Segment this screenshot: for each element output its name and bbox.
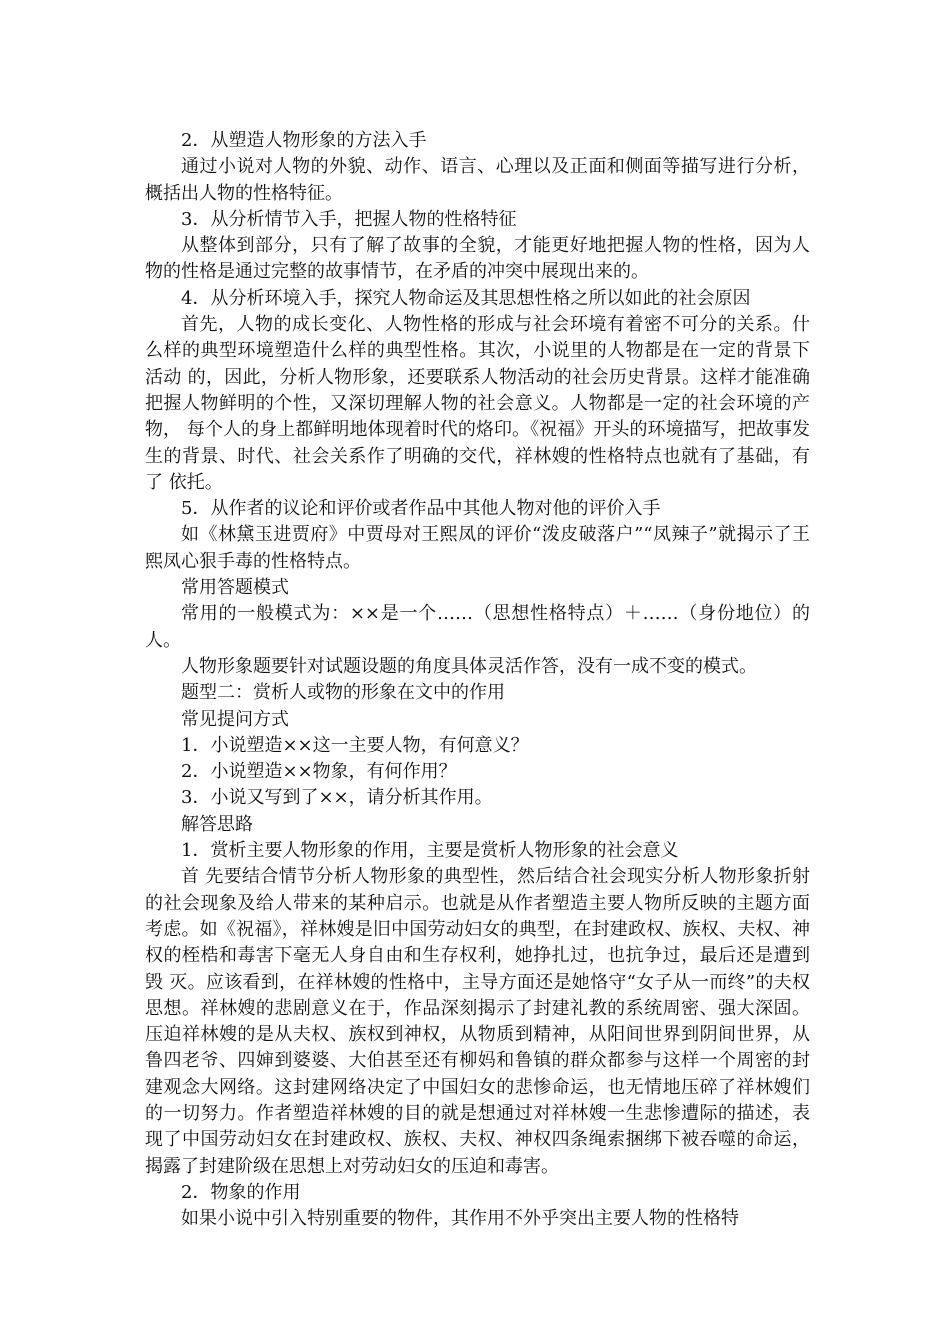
heading-main-character-role: 1．赏析主要人物形象的作用，主要是赏析人物形象的社会意义 — [181, 840, 679, 862]
paragraph: 常用的一般模式为：××是一个……（思想性格特点）＋……（身份地位）的人。 — [145, 603, 810, 651]
heading-environment-analysis: 4．从分析环境入手，探究人物命运及其思想性格之所以如此的社会原因 — [181, 287, 751, 309]
heading-object-role: 2．物象的作用 — [181, 1181, 301, 1203]
paragraph: 如果小说中引入特别重要的物件，其作用不外乎突出主要人物的性格特 — [181, 1208, 739, 1230]
heading-solution-approach: 解答思路 — [181, 813, 253, 835]
list-item: 2．小说塑造××物象，有何作用？ — [181, 761, 457, 783]
paragraph: 人物形象题要针对试题设题的角度具体灵活作答，没有一成不变的模式。 — [181, 655, 757, 677]
heading-common-questions: 常见提问方式 — [181, 708, 289, 730]
list-item: 3．小说又写到了××，请分析其作用。 — [181, 787, 493, 809]
heading-question-type-two: 题型二：赏析人或物的形象在文中的作用 — [181, 682, 505, 704]
paragraph: 首先，人物的成长变化、人物性格的形成与社会环境有着密不可分的关系。什么样的典型环境塑造什么样的典型性格。其次，小说里的人物都是在一定的背景下活动 的，因此，分析人物形象，还要联系人物活动的社会历史背景。这样才能准确把握人物鲜明的个性，又深切理解人物的社会意义。人物都是一定的社会环境的产物， 每个人的身上都鲜明地体现着时代的烙印。《祝福》开头的环境描写，把故事发生的背景、时代、社会关系作了明确的交代，祥林嫂的性格特点也就有了基础，有了 依托。 — [145, 314, 810, 493]
list-item: 1．小说塑造××这一主要人物，有何意义？ — [181, 734, 529, 756]
heading-answer-pattern: 常用答题模式 — [181, 577, 289, 599]
paragraph: 如《林黛玉进贾府》中贾母对王熙凤的评价“泼皮破落户”“凤辣子”就揭示了王熙凤心狠手毒的性格特点。 — [145, 524, 810, 572]
heading-plot-analysis: 3．从分析情节入手，把握人物的性格特征 — [181, 208, 517, 230]
heading-author-comments: 5．从作者的议论和评价或者作品中其他人物对他的评价入手 — [181, 498, 661, 520]
document-body — [145, 128, 810, 1232]
paragraph: 从整体到部分，只有了解了故事的全貌，才能更好地把握人物的性格，因为人物的性格是通过完整的故事情节，在矛盾的冲突中展现出来的。 — [145, 235, 810, 283]
paragraph: 首 先要结合情节分析人物形象的典型性，然后结合社会现实分析人物形象折射的社会现象及给人带来的某种启示。也就是从作者塑造主要人物所反映的主题方面考虑。如《祝福》，祥林嫂是旧中国劳动妇女的典型，在封建政权、族权、夫权、神权的桎梏和毒害下毫无人身自由和生存权利，她挣扎过，也抗争过，最后还是遭到毁 灭。应该看到，在祥林嫂的性格中，主导方面还是她恪守“女子从一而终”的夫权思想。祥林嫂的悲剧意义在于，作品深刻揭示了封建礼教的系统周密、强大深固。压迫祥林嫂的是从夫权、族权到神权，从物质到精神，从阳间世界到阴间世界，从鲁四老爷、四婶到婆婆、大伯甚至还有柳妈和鲁镇的群众都参与这样一个周密的封 建观念大网络。这封建网络决定了中国妇女的悲惨命运，也无情地压碎了祥林嫂们的一切努力。作者塑造祥林嫂的目的就是想通过对祥林嫂一生悲惨遭际的描述，表 现了中国劳动妇女在封建政权、族权、夫权、神权四条绳索捆绑下被吞噬的命运，揭露了封建阶级在思想上对劳动妇女的压迫和毒害。 — [145, 866, 810, 1177]
heading-method-portrayal: 2．从塑造人物形象的方法入手 — [181, 130, 427, 151]
paragraph: 通过小说对人物的外貌、动作、语言、心理以及正面和侧面等描写进行分析，概括出人物的性格特征。 — [145, 156, 810, 204]
